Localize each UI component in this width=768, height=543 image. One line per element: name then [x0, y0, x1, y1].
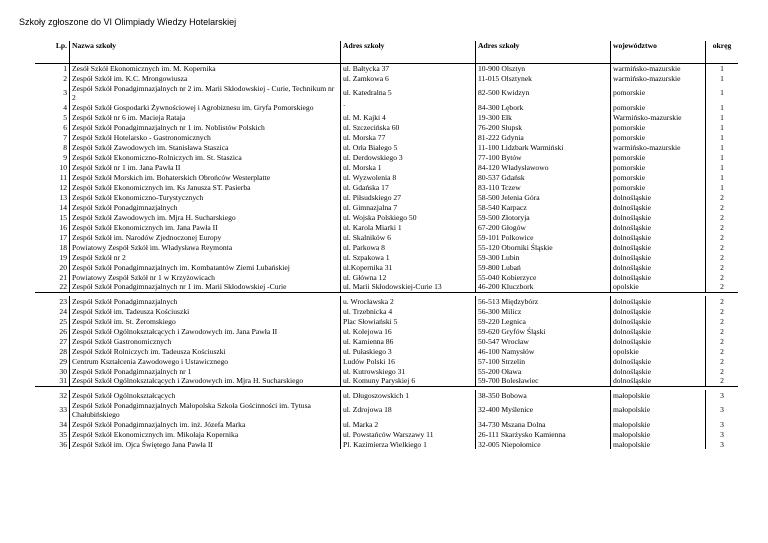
school-address: ul. Morska 77	[341, 132, 476, 142]
school-address: ul. Wojska Polskiego 50	[341, 212, 476, 222]
school-address: ul. Marka 2	[341, 419, 476, 429]
school-address: ul. Parkowa 8	[341, 242, 476, 252]
school-name: Zespół Szkół Ponadgimnazjalnych	[70, 202, 341, 212]
row-lp: 19	[35, 252, 70, 262]
row-lp: 2	[35, 73, 70, 83]
school-district: 1	[720, 162, 724, 172]
school-region: dolnośląskie	[611, 326, 706, 336]
school-district: 3	[720, 419, 724, 429]
school-name: Zespół Szkół Ponadgimnazjalnych nr 1	[70, 366, 341, 376]
header-address: Adres szkoły	[341, 41, 476, 63]
row-lp: 35	[35, 429, 70, 439]
row-lp: 26	[35, 326, 70, 336]
school-address: ul. Wyzwolenia 8	[341, 172, 476, 182]
school-name: Zesół Szkół Ekonomicznych im. M. Kopernika	[70, 63, 341, 73]
school-region: dolnośląskie	[611, 356, 706, 366]
table-row	[35, 102, 738, 112]
school-name: Zespół Szkół Ponadgimnazjalnych im. inż. Józefa Marka	[70, 419, 341, 429]
school-district: 2	[720, 242, 724, 252]
school-region: opolskie	[611, 346, 706, 356]
school-city: 58-500 Jelenia Góra	[476, 192, 611, 202]
table-row	[35, 152, 738, 162]
school-district: 1	[720, 73, 724, 83]
school-district: 2	[720, 326, 724, 336]
school-address: ul.Kopernika 31	[341, 262, 476, 272]
table-row	[35, 122, 738, 132]
school-district: 2	[720, 192, 724, 202]
row-lp: 31	[35, 376, 70, 386]
school-city: 67-200 Głogów	[476, 222, 611, 232]
row-lp: 24	[35, 306, 70, 316]
table-row	[35, 400, 738, 419]
table-row	[35, 232, 738, 242]
school-city: 81-222 Gdynia	[476, 132, 611, 142]
school-name: Zespół Szkół Ekonomiczno-Turystycznych	[70, 192, 341, 202]
table-row	[35, 272, 738, 282]
school-city: 10-900 Olsztyn	[476, 63, 611, 73]
school-name: Zespół Szkół Zawodowych im. Stanisława Staszica	[70, 142, 341, 152]
row-lp: 30	[35, 366, 70, 376]
school-city: 80-537 Gdańsk	[476, 172, 611, 182]
table-row	[35, 336, 738, 346]
table-row	[35, 356, 738, 366]
school-district: 2	[720, 202, 724, 212]
school-city: 19-300 Ełk	[476, 112, 611, 122]
school-name: Centrum Kształcenia Zawodowego i Ustawicznego	[70, 356, 341, 366]
school-city: 59-500 Złotoryja	[476, 212, 611, 222]
school-city: 38-350 Bobowa	[476, 390, 611, 400]
school-district: 3	[720, 390, 724, 400]
school-city: 55-200 Oława	[476, 366, 611, 376]
school-region: małopolskie	[611, 429, 706, 439]
school-district: 2	[706, 376, 739, 386]
school-city: 50-547 Wrocław	[476, 336, 611, 346]
school-name: Zespół Szkół im. K.C. Mrongowiusza	[70, 73, 341, 83]
table-header-row	[35, 41, 738, 63]
school-address: ul. Skalników 6	[341, 232, 476, 242]
table-row	[35, 346, 738, 356]
header-city: Adres szkoły	[476, 41, 611, 63]
school-name: Zespół Szkół im. Ojca Świętego Jana Pawła II	[70, 439, 341, 449]
school-address: ul. Bałtycka 37	[341, 63, 476, 73]
school-district: 2	[720, 316, 724, 326]
school-address: ul. Morska 1	[341, 162, 476, 172]
table-row	[35, 162, 738, 172]
school-region: pomorskie	[611, 172, 706, 182]
row-lp: 14	[35, 202, 70, 212]
table-row	[35, 222, 738, 232]
school-city: 56-300 Milicz	[476, 306, 611, 316]
school-address: ul. Powstańców Warszawy 11	[341, 429, 476, 439]
header-district: okręg	[706, 41, 739, 63]
row-lp: 6	[35, 122, 70, 132]
school-address: ul. Szpakowa 1	[341, 252, 476, 262]
school-address: ul. Kolejowa 16	[341, 326, 476, 336]
school-city: 11-100 Lidzbark Warmiński	[476, 142, 611, 152]
row-lp: 12	[35, 182, 70, 192]
row-lp: 33	[35, 400, 70, 419]
school-name: Zespół Szkół Hotelarsko - Gastronomicznych	[70, 132, 341, 142]
table-row	[35, 439, 738, 449]
row-lp: 18	[35, 242, 70, 252]
table-row	[35, 306, 738, 316]
school-region: dolnośląskie	[611, 232, 706, 242]
school-name: Zespół Szkół Ponadgimnazjalnych nr 1 im. Noblistów Polskich	[70, 122, 341, 132]
school-region: małopolskie	[611, 400, 706, 419]
school-address: ul. Karola Miarki 1	[341, 222, 476, 232]
row-lp: 25	[35, 316, 70, 326]
school-region: opolskie	[611, 282, 706, 292]
school-city: 32-005 Niepołomice	[476, 439, 611, 449]
school-region: dolnośląskie	[611, 316, 706, 326]
school-region: pomorskie	[611, 152, 706, 162]
school-address: ul. Katedralna 5	[341, 83, 476, 102]
table-row	[35, 419, 738, 429]
school-address: ul. Orła Białego 5	[341, 142, 476, 152]
school-district: 1	[720, 182, 724, 192]
school-region: dolnośląskie	[611, 242, 706, 252]
row-lp: 1	[35, 63, 70, 73]
row-lp: 22	[35, 282, 70, 292]
row-lp: 15	[35, 212, 70, 222]
school-region: pomorskie	[611, 83, 706, 102]
school-district: 2	[720, 252, 724, 262]
school-address: ul. Długoszowskich 1	[341, 390, 476, 400]
school-region: Warmińsko-mazurskie	[611, 112, 706, 122]
school-region: dolnośląskie	[611, 262, 706, 272]
school-name: Zespół Szkół im. Tadeusza Kościuszki	[70, 306, 341, 316]
school-city: 59-101 Polkowice	[476, 232, 611, 242]
table-row	[35, 316, 738, 326]
school-district: 1	[720, 112, 724, 122]
school-district: 1	[720, 88, 724, 97]
school-city: 11-015 Olsztynek	[476, 73, 611, 83]
row-lp: 23	[35, 296, 70, 306]
row-lp: 17	[35, 232, 70, 242]
school-address: ul. Trzebnicka 4	[341, 306, 476, 316]
row-lp: 32	[35, 390, 70, 400]
school-address: u. Wrocławska 2	[341, 296, 476, 306]
school-name: Zespół Szkół Morskich im. Bohaterskich Obrońców Westerplatte	[70, 172, 341, 182]
school-city: 82-500 Kwidzyn	[476, 83, 611, 102]
school-city: 59-220 Legnica	[476, 316, 611, 326]
table-row	[35, 376, 738, 386]
school-address: ul. Pułaskiego 3	[341, 346, 476, 356]
table-row	[35, 262, 738, 272]
school-region: dolnośląskie	[611, 366, 706, 376]
school-city: 56-513 Międzybórz	[476, 296, 611, 306]
school-name: Zespół Szkół Rolniczych im. Tadeusza Kościuszki	[70, 346, 341, 356]
school-address: Plac Słowiański 5	[341, 316, 476, 326]
school-district: 2	[720, 222, 724, 232]
table-row	[35, 366, 738, 376]
school-name: Zespół Szkół im. Narodów Zjednoczonej Europy	[70, 232, 341, 242]
row-lp: 36	[35, 439, 70, 449]
school-name: Zespół Szkół Gospodarki Żywnościowej i Agrobiznesu im. Gryfa Pomorskiego	[70, 102, 341, 112]
table-row	[35, 212, 738, 222]
school-name: Zespół Szkół Ponadgimnazjalnych im. Kombatantów Ziemi Lubańskiej	[70, 262, 341, 272]
school-district: 2	[720, 296, 724, 306]
table-row	[35, 192, 738, 202]
table-row	[35, 429, 738, 439]
school-address: ul. M. Kajki 4	[341, 112, 476, 122]
school-address: ul. Główna 12	[341, 272, 476, 282]
row-lp: 21	[35, 272, 70, 282]
row-lp: 16	[35, 222, 70, 232]
row-lp: 13	[35, 192, 70, 202]
row-lp: 7	[35, 132, 70, 142]
school-address: ul. Kamienna 86	[341, 336, 476, 346]
table-row	[35, 252, 738, 262]
school-address: ul. Gdańska 17	[341, 182, 476, 192]
school-region: dolnośląskie	[611, 376, 706, 386]
school-region: małopolskie	[611, 419, 706, 429]
school-name: Zespół Szkół Ogólnokształcących	[70, 390, 341, 400]
row-lp: 9	[35, 152, 70, 162]
school-address: ul. Derdowskiego 3	[341, 152, 476, 162]
school-name: Zespół Szkół Ekonomicznych im. Mikołaja Kopernika	[70, 429, 341, 439]
school-name: Zespół Szkół Gastronomicznych	[70, 336, 341, 346]
school-district: 2	[720, 336, 724, 346]
table-row	[35, 83, 738, 102]
school-district: 1	[720, 132, 724, 142]
row-lp: 5	[35, 112, 70, 122]
school-region: pomorskie	[611, 132, 706, 142]
school-address: ul. Piłsudskiego 27	[341, 192, 476, 202]
school-district: 2	[720, 356, 724, 366]
school-district: 3	[720, 405, 724, 414]
school-region: dolnośląskie	[611, 252, 706, 262]
school-address: ul. Szczecińska 60	[341, 122, 476, 132]
school-region: dolnośląskie	[611, 192, 706, 202]
school-city: 59-800 Lubań	[476, 262, 611, 272]
table-row	[35, 142, 738, 152]
row-lp: 27	[35, 336, 70, 346]
row-lp: 29	[35, 356, 70, 366]
school-city: 32-400 Myślenice	[476, 400, 611, 419]
school-name: Zespół Szkół Ponadgimnazjalnych nr 2 im. Marii Skłodowskiej - Curie, Technikum nr 2	[70, 83, 341, 102]
table-row	[35, 132, 738, 142]
school-name: Zespół Szkół nr 1 im. Jana Pawła II	[70, 162, 341, 172]
school-region: dolnośląskie	[611, 296, 706, 306]
school-city: 59-620 Gryfów Śląski	[476, 326, 611, 336]
row-lp: 11	[35, 172, 70, 182]
school-district: 1	[720, 172, 724, 182]
school-region: dolnośląskie	[611, 222, 706, 232]
school-district: 2	[720, 262, 724, 272]
school-district: 2	[720, 346, 724, 356]
school-address: ul. Komuny Paryskiej 6	[341, 376, 476, 386]
school-region: dolnośląskie	[611, 272, 706, 282]
school-name: Zespół Szkół Ponadgimnazjalnych	[70, 296, 341, 306]
school-name: Zespół Szkół Ekonomicznych im. Jana Pawła II	[70, 222, 341, 232]
school-city: 46-100 Namysłów	[476, 346, 611, 356]
school-name: Zespół Szkół Zawodowych im. Mjra H. Sucharskiego	[70, 212, 341, 222]
school-name: Zespół Szkół Ekonomicznych im. Ks Janusza ST. Pasierba	[70, 182, 341, 192]
school-region: dolnośląskie	[611, 306, 706, 316]
school-region: warmińsko-mazurskie	[611, 73, 706, 83]
school-city: 55-040 Kobierzyce	[476, 272, 611, 282]
table-row	[35, 112, 738, 122]
row-lp: 28	[35, 346, 70, 356]
school-region: małopolskie	[611, 390, 706, 400]
school-district: 3	[720, 429, 724, 439]
table-row	[35, 296, 738, 306]
school-district: 1	[720, 152, 724, 162]
school-city: 46-200 Kluczbork	[476, 282, 611, 292]
row-lp: 4	[35, 102, 70, 112]
school-address: ul. Kutrowskiego 31	[341, 366, 476, 376]
school-region: dolnośląskie	[611, 212, 706, 222]
school-district: 2	[720, 306, 724, 316]
school-address: ul. Zdrojowa 18	[341, 400, 476, 419]
school-region: pomorskie	[611, 162, 706, 172]
school-district: 1	[720, 122, 724, 132]
school-address: Ludów Polski 16	[341, 356, 476, 366]
school-district: 2	[720, 366, 724, 376]
school-city: 76-200 Słupsk	[476, 122, 611, 132]
school-name: Powiatowy Zespół Szkół im. Władysława Reymonta	[70, 242, 341, 252]
school-city: 84-300 Lębork	[476, 102, 611, 112]
school-name: Zespół Szkół im. St. Żeromskiego	[70, 316, 341, 326]
table-row	[35, 242, 738, 252]
school-region: warmińsko-mazurskie	[611, 142, 706, 152]
school-name: Zespół Szkół Ogólnokształcących i Zawodowych im. Jana Pawła II	[70, 326, 341, 336]
row-lp: 3	[35, 83, 70, 102]
school-region: warmińsko-mazurskie	[611, 63, 706, 73]
table-row	[35, 282, 738, 292]
school-name: Zespół Szkół Ponadgimnazjalnych nr 1 im. Marii Skłodowskiej -Curie	[70, 282, 341, 292]
school-city: 59-700 Bolesławiec	[476, 376, 611, 386]
school-district: 3	[720, 439, 724, 449]
header-region: województwo	[611, 41, 706, 63]
school-district: 1	[720, 142, 724, 152]
school-district: 2	[720, 232, 724, 242]
school-city: 34-730 Mszana Dolna	[476, 419, 611, 429]
school-region: dolnośląskie	[611, 336, 706, 346]
school-address: ul. Gimnazjalna 7	[341, 202, 476, 212]
school-name: Zespół Szkół Ponadgimnazjalnych Małopolska Szkoła Gościnności im. Tytusa Chałubińskiego	[70, 400, 341, 419]
school-city: 84-120 Władysławowo	[476, 162, 611, 172]
table-row	[35, 390, 738, 400]
table-row	[35, 63, 738, 73]
header-lp: Lp.	[35, 41, 70, 63]
school-address: ul. Zamkowa 6	[341, 73, 476, 83]
row-lp: 10	[35, 162, 70, 172]
school-city: 57-100 Strzelin	[476, 356, 611, 366]
row-lp: 20	[35, 262, 70, 272]
school-name: Powiatowy Zespół Szkół nr 1 w Krzyżowicach	[70, 272, 341, 282]
school-region: pomorskie	[611, 102, 706, 112]
school-region: pomorskie	[611, 182, 706, 192]
table-row	[35, 73, 738, 83]
school-city: 77-100 Bytów	[476, 152, 611, 162]
school-name: Zespół Szkół Ekonomiczno-Rolniczych im. St. Staszica	[70, 152, 341, 162]
school-name: Zespół Szkół Ogólnokształcących i Zawodowych im. Mjra H. Sucharskiego	[70, 376, 341, 386]
school-name: Zespół Szkół nr 6 im. Macieja Rataja	[70, 112, 341, 122]
school-district: 1	[720, 102, 724, 112]
table-row	[35, 182, 738, 192]
school-address: Pl. Kazimierza Wielkiego 1	[341, 439, 476, 449]
row-lp: 8	[35, 142, 70, 152]
school-city: 58-540 Karpacz	[476, 202, 611, 212]
school-district: 1	[720, 63, 724, 73]
school-city: 83-110 Tczew	[476, 182, 611, 192]
school-district: 2	[720, 272, 724, 282]
school-district: 2	[720, 212, 724, 222]
school-region: małopolskie	[611, 439, 706, 449]
schools-table	[35, 41, 738, 449]
school-name: Zespół Szkół nr 2	[70, 252, 341, 262]
school-region: pomorskie	[611, 122, 706, 132]
school-region: dolnośląskie	[611, 202, 706, 212]
table-row	[35, 326, 738, 336]
table-row	[35, 172, 738, 182]
header-name: Nazwa szkoły	[70, 41, 341, 63]
school-city: 55-120 Oborniki Śląskie	[476, 242, 611, 252]
school-address: ul. Marii Skłodowskiej-Curie 13	[341, 282, 476, 292]
school-district: 2	[706, 282, 739, 292]
document-title: Szkoły zgłoszone do VI Olimpiady Wiedzy Hotelarskiej	[19, 17, 237, 27]
school-address: `	[341, 102, 476, 112]
school-city: 26-111 Skarżysko Kamienna	[476, 429, 611, 439]
school-city: 59-300 Lubin	[476, 252, 611, 262]
row-lp: 34	[35, 419, 70, 429]
table-row	[35, 202, 738, 212]
